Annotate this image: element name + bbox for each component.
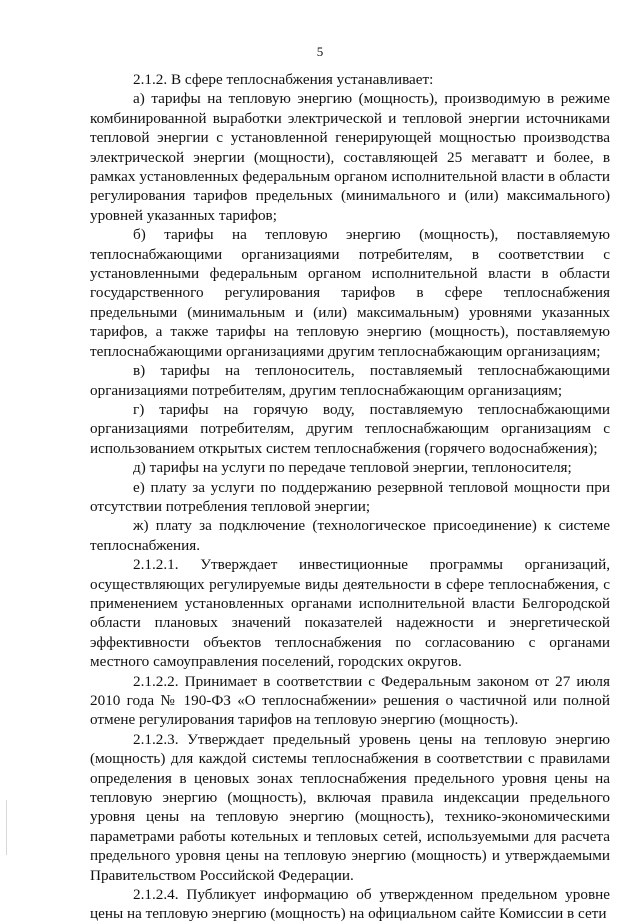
paragraph-item-v: в) тарифы на теплоноситель, поставляемый теплоснабжающими организациями потребителям, другим теплоснабжающим организациям; [90,362,610,399]
paragraph-item-g: г) тарифы на горячую воду, поставляемую теплоснабжающими организациями потребителям, другим теплоснабжающим организациям с использованием открытых систем теплоснабжения (горячего водоснабжения); [90,400,610,457]
document-body [90,70,610,924]
paragraph-2-1-2-1: 2.1.2.1. Утверждает инвестиционные программы организаций, осуществляющих регулируемые виды деятельности в сфере теплоснабжения, с применением установленных органами исполнительной власти Белгородской области плановых значений показателей надежности и энергетической эффективности объектов теплоснабжения по согласованию с органами местного самоуправления поселений, городских округов. [90,556,610,671]
paragraph-item-b: б) тарифы на тепловую энергию (мощность), поставляемую теплоснабжающими организациями потребителям, в соответствии с установленными федеральным органом исполнительной власти в области государственного регулирования тарифов в сфере теплоснабжения предельными (минимальным и (или) максимальным) уровнями указанных тарифов, а также тарифы на тепловую энергию (мощность), поставляемую теплоснабжающими организациями другим теплоснабжающим организациям; [90,226,610,360]
page-number: 5 [316,44,324,59]
paragraph-2-1-2-3: 2.1.2.3. Утверждает предельный уровень цены на тепловую энергию (мощность) для каждой системы теплоснабжения в соответствии с правилами определения в ценовых зонах теплоснабжения предельного уровня цены на тепловую энергию (мощность), включая правила индексации предельного уровня цены на тепловую энергию (мощность), технико-экономическими параметрами работы котельных и тепловых сетей, используемыми для расчета предельного уровня цены на тепловую энергию (мощность) и утверждаемыми Правительством Российской Федерации. [90,730,610,884]
paragraph-2-1-2-4: 2.1.2.4. Публикует информацию об утвержденном предельном уровне цены на тепловую энергию (мощность) на официальном сайте Комиссии в сети [90,886,610,923]
paragraph-item-a: а) тарифы на тепловую энергию (мощность), производимую в режиме комбинированной выработки электрической и тепловой энергии источниками тепловой энергии с установленной генерирующей мощностью производства электрической энергии (мощности), составляющей 25 мегаватт и более, в рамках установленных федеральным органом исполнительной власти в области регулирования тарифов предельных (минимального и (или) максимального) уровней указанных тарифов; [90,90,610,224]
paragraph-item-d: д) тарифы на услуги по передаче тепловой энергии, теплоносителя; [133,459,572,477]
paragraph-item-e: е) плату за услуги по поддержанию резервной тепловой мощности при отсутствии потребления тепловой энергии; [90,478,610,515]
paragraph-2-1-2-2: 2.1.2.2. Принимает в соответствии с Федеральным законом от 27 июля 2010 года № 190-ФЗ «О теплоснабжении» решения о частичной или полной отмене регулирования тарифов на тепловую энергию (мощность). [90,672,610,729]
paragraph-2-1-2: 2.1.2. В сфере теплоснабжения устанавливает: [133,71,434,88]
paragraph-item-zh: ж) плату за подключение (технологическое присоединение) к системе теплоснабжения. [90,517,610,554]
scan-edge-line [6,800,7,855]
